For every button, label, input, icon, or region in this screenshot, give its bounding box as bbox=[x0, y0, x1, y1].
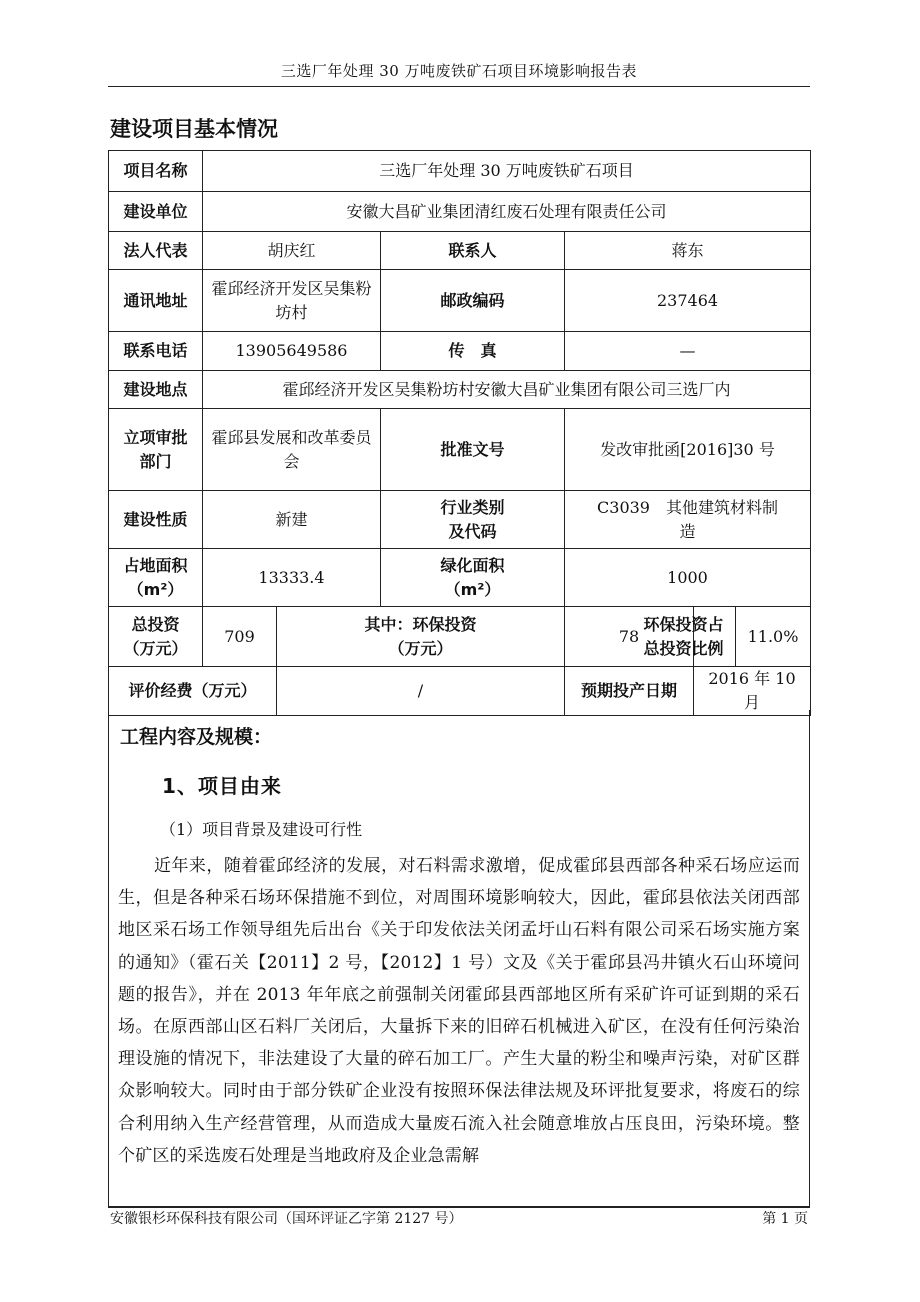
fax-value: — bbox=[565, 332, 811, 371]
section-title: 建设项目基本情况 bbox=[110, 117, 278, 141]
env-invest-value: 78 bbox=[565, 607, 694, 667]
date-value: 2016 年 10 月 bbox=[694, 667, 811, 716]
postcode-value: 237464 bbox=[565, 270, 811, 332]
invest-label-line1: 总投资 bbox=[131, 614, 180, 634]
site-label: 建设地点 bbox=[109, 371, 203, 409]
project-name-label: 项目名称 bbox=[109, 151, 203, 192]
invest-label bbox=[109, 607, 203, 667]
green-area-label-line2: （m²） bbox=[444, 579, 501, 599]
approval-doc-label: 批准文号 bbox=[381, 409, 565, 491]
header-rule bbox=[108, 86, 810, 87]
legal-rep-value: 胡庆红 bbox=[203, 232, 381, 270]
body-paragraph: 近年来，随着霍邱经济的发展，对石料需求激增，促成霍邱县西部各种采石场应运而生，但是各种采石场环保措施不到位，对周围环境影响较大，因此，霍邱县依法关闭西部地区采石场工作领导组先后出台《关于印发依法关闭孟圩山石料有限公司采石场实施方案的通知》（霍石关【2011】2 号，【2012】1 号）文及《关于霍邱县冯井镇火石山环境问题的报告》，并在 2013 年年底之前强制关闭霍邱县西部地区所有采矿许可证到期的采石场。在原西部山区石料厂关闭后，大量拆下来的旧碎石机械进入矿区，在没有任何污染治理设施的情况下，非法建设了大量的碎石加工厂。产生大量的粉尘和噪声污染，对矿区群众影响较大。同时由于部分铁矿企业没有按照环保法律法规及环评批复要求，将废石的综合利用纳入生产经营管理，从而造成大量废石流入社会随意堆放占压良田，污染环境。整个矿区的采选废石处理是当地政府及企业急需解 bbox=[118, 856, 800, 1166]
green-area-value: 1000 bbox=[565, 549, 811, 607]
industry-value-line2: 造 bbox=[679, 521, 696, 541]
nature-label: 建设性质 bbox=[109, 491, 203, 549]
area-label-line1: 占地面积 bbox=[123, 555, 188, 575]
footer-rule bbox=[108, 1206, 810, 1207]
ratio-label-line1: 环保投资占 bbox=[643, 614, 724, 634]
ratio-label bbox=[643, 607, 736, 667]
site-value: 霍邱经济开发区吴集粉坊村安徽大昌矿业集团有限公司三选厂内 bbox=[203, 371, 811, 409]
area-value: 13333.4 bbox=[203, 549, 381, 607]
fax-label: 传 真 bbox=[381, 332, 565, 371]
env-invest-label-line1: 其中：环保投资 bbox=[364, 614, 477, 634]
builder-label: 建设单位 bbox=[109, 192, 203, 232]
industry-value bbox=[565, 491, 811, 549]
fee-label: 评价经费（万元） bbox=[109, 667, 277, 716]
env-invest-label-line2: （万元） bbox=[388, 638, 453, 658]
invest-value: 709 bbox=[203, 607, 277, 667]
postcode-label: 邮政编码 bbox=[381, 270, 565, 332]
fee-value: / bbox=[277, 667, 565, 716]
ratio-value: 11.0% bbox=[736, 607, 811, 667]
industry-label-line1: 行业类别 bbox=[440, 497, 505, 517]
address-label: 通讯地址 bbox=[109, 270, 203, 332]
approval-doc-value: 发改审批函[2016]30 号 bbox=[565, 409, 811, 491]
area-label-line2: （m²） bbox=[127, 579, 184, 599]
invest-label-line2: （万元） bbox=[123, 638, 188, 658]
green-area-label-line1: 绿化面积 bbox=[440, 555, 505, 575]
approval-dept-value: 霍邱县发展和改革委员会 bbox=[203, 409, 381, 491]
contact-value: 蒋东 bbox=[565, 232, 811, 270]
area-label bbox=[109, 549, 203, 607]
date-label: 预期投产日期 bbox=[565, 667, 694, 716]
env-invest-label bbox=[277, 607, 565, 667]
page-number: 第 1 页 bbox=[762, 1211, 808, 1227]
content-title: 工程内容及规模： bbox=[120, 726, 273, 748]
approval-dept-label bbox=[109, 409, 203, 491]
contact-label: 联系人 bbox=[381, 232, 565, 270]
heading-background: （1）项目背景及建设可行性 bbox=[160, 820, 363, 839]
project-name-value: 三选厂年处理 30 万吨废铁矿石项目 bbox=[203, 151, 811, 192]
green-area-label bbox=[381, 549, 565, 607]
legal-rep-label: 法人代表 bbox=[109, 232, 203, 270]
ratio-label-line2: 总投资比例 bbox=[643, 638, 724, 658]
document-header: 三选厂年处理 30 万吨废铁矿石项目环境影响报告表 bbox=[280, 62, 638, 80]
footer-company: 安徽银杉环保科技有限公司（国环评证乙字第 2127 号） bbox=[110, 1211, 463, 1227]
address-value: 霍邱经济开发区吴集粉坊村 bbox=[203, 270, 381, 332]
builder-value: 安徽大昌矿业集团清红废石处理有限责任公司 bbox=[203, 192, 811, 232]
nature-value: 新建 bbox=[203, 491, 381, 549]
heading-project-origin: 1、项目由来 bbox=[162, 774, 282, 798]
industry-label bbox=[381, 491, 565, 549]
phone-label: 联系电话 bbox=[109, 332, 203, 371]
phone-value: 13905649586 bbox=[203, 332, 381, 371]
approval-dept-label-line2: 部门 bbox=[139, 451, 172, 471]
industry-label-line2: 及代码 bbox=[448, 521, 497, 541]
industry-value-line1: C3039 其他建筑材料制 bbox=[597, 497, 778, 517]
approval-dept-label-line1: 立项审批 bbox=[123, 427, 188, 447]
project-info-table bbox=[108, 150, 811, 716]
